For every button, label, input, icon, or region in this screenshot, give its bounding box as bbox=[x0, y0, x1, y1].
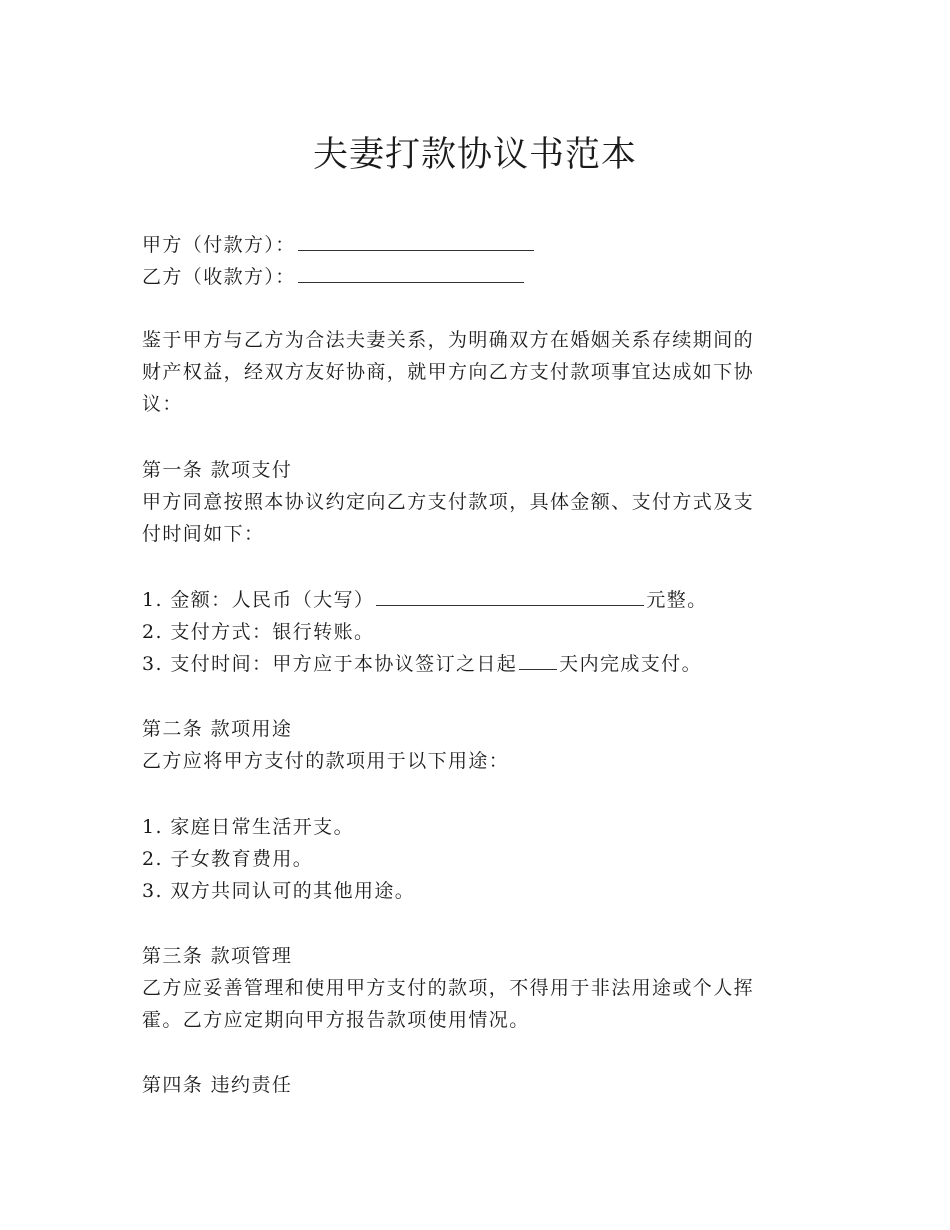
preamble-line: 议： bbox=[142, 393, 183, 415]
party-b-label: 乙方（收款方）： bbox=[142, 266, 296, 288]
days-blank bbox=[519, 649, 557, 670]
amount-blank bbox=[376, 585, 644, 606]
party-b-blank bbox=[298, 262, 524, 283]
list-item: 2. 子女教育费用。 bbox=[142, 848, 314, 870]
article-3-body: 霍。乙方应定期向甲方报告款项使用情况。 bbox=[142, 1009, 530, 1031]
amount-label: 1. 金额：人民币（大写） bbox=[142, 589, 375, 611]
article-1-item-time bbox=[142, 648, 802, 680]
preamble-line: 鉴于甲方与乙方为合法夫妻关系，为明确双方在婚姻关系存续期间的 bbox=[142, 329, 755, 351]
document-title: 夫妻打款协议书范本 bbox=[312, 135, 637, 175]
list-item: 1. 家庭日常生活开支。 bbox=[142, 816, 354, 838]
article-1-body: 甲方同意按照本协议约定向乙方支付款项，具体金额、支付方式及支 bbox=[142, 491, 755, 513]
party-a-line bbox=[142, 229, 802, 261]
article-1-item-method: 2. 支付方式：银行转账。 bbox=[142, 621, 375, 643]
article-2-heading: 第二条 款项用途 bbox=[142, 718, 293, 740]
amount-suffix: 元整。 bbox=[646, 589, 708, 611]
party-a-blank bbox=[298, 230, 534, 251]
article-3-heading: 第三条 款项管理 bbox=[142, 945, 293, 967]
article-1-heading: 第一条 款项支付 bbox=[142, 459, 293, 481]
article-4-heading: 第四条 违约责任 bbox=[142, 1074, 293, 1096]
party-a-label: 甲方（付款方）： bbox=[142, 234, 296, 256]
article-2-body: 乙方应将甲方支付的款项用于以下用途： bbox=[142, 750, 510, 772]
article-1-item-amount bbox=[142, 584, 802, 616]
list-item: 3. 双方共同认可的其他用途。 bbox=[142, 880, 416, 902]
article-1-body: 付时间如下： bbox=[142, 523, 265, 545]
time-label: 3. 支付时间：甲方应于本协议签订之日起 bbox=[142, 653, 518, 675]
preamble-line: 财产权益，经双方友好协商，就甲方向乙方支付款项事宜达成如下协 bbox=[142, 361, 755, 383]
article-3-body: 乙方应妥善管理和使用甲方支付的款项，不得用于非法用途或个人挥 bbox=[142, 977, 755, 999]
time-suffix: 天内完成支付。 bbox=[559, 653, 702, 675]
party-b-line bbox=[142, 261, 802, 293]
